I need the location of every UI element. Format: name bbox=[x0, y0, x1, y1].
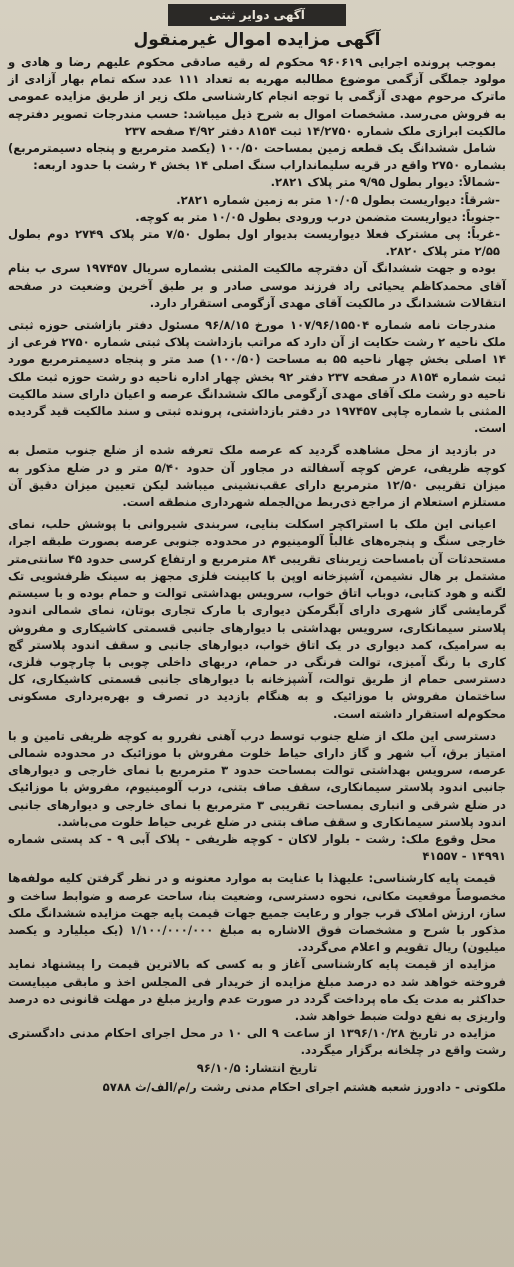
boundary-south: -جنوباً: دیواریست متضمن درب ورودی بطول ۱۰/۰۵ متر به کوچه. bbox=[135, 209, 500, 224]
boundary-north: -شمالاً: دیوار بطول ۹/۹۵ متر پلاک ۲۸۲۱. bbox=[270, 175, 500, 190]
publish-date: تاریخ انتشار: ۹۶/۱۰/۵ bbox=[196, 1060, 318, 1075]
valuation-paragraph: قیمت پایه کارشناسی: علیهذا با عنایت به موارد معنونه و در نظر گرفتن کلیه مولفه‌ها مخصوصاً موقعیت مکانی، نحوه دسترسی، وضعیت بنا، ساحت عرصه و ضوابط ساخت و ساز، ارزش املاک قرب جوار و رعایت جمیع جهات قیمت پایه جهت مزایده ششدانگ ملک مذکور با شرح و مشخصات فوق الاشاره به مبلغ ۱/۱۰۰/۰۰۰/۰۰۰ (یک میلیارد و یکصد میلیون) ریال تقویم و اعلام می‌گردد. bbox=[8, 871, 506, 955]
access-paragraph: دسترسی این ملک از ضلع جنوب توسط درب آهنی نفررو به کوچه ظریفی تامین و با امتیاز برق، آب شهر و گاز دارای حیاط خلوت مفروش با موزائیک در محدوده شمالی عرصه، سرویس بهداشتی توالت بمساحت حدود ۳ مترمربع با نمای خارجی و دیوارهای جانبی اندود پلاستر سیمانکاری، سقف صاف بتنی، درب آلومینیوم، مفروش با موزائیک در ضلع شرقی و انباری بمساحت تقریبی ۳ مترمربع با نمای خارجی و دیوارهای جانبی اندود پلاستر سیمانکاری و سقف صاف بتنی در ضلع غربی حیاط خلوت می‌باشد. bbox=[8, 728, 506, 829]
deed-paragraph: بوده و جهت ششدانگ آن دفترچه مالکیت المثنی بشماره سریال ۱۹۷۴۵۷ سری ب بنام آقای محمدکاظم یحیائی راد فرزند موسی صادر و بر طبق آخرین وضعیت در صفحه انتقالات ششدانگ در مالکیت آقای مهدی آزگومی استقرار دارد. bbox=[8, 261, 506, 310]
terms-paragraph: مزایده از قیمت پایه کارشناسی آغاز و به کسی که بالاترین قیمت را پیشنهاد نماید فروخته خواهد شد ده درصد مبلغ مزایده از خریدار فی المجلس اخذ و مابقی میبایست حداکثر به مدت یک ماه پرداخت گردد در صورت عدم واریز مبلغ در مهلت قانونی ده درصد واریزی به نفع دولت ضبط خواهد شد. bbox=[8, 957, 506, 1023]
letter-paragraph: مندرجات نامه شماره ۱۰۷/۹۶/۱۵۵۰۴ مورخ ۹۶/۸/۱۵ مسئول دفتر بازاشتی حوزه ثبتی ملک ناحیه ۲ رشت حکایت از آن دارد که مراتب بازداشت پلاک ثبتی شماره ۲۷۵۰ فرعی از ۱۴ اصلی بخش چهار ناحیه ۵۵ به مساحت (۱۰۰/۵۰) صد متر و پنجاه دسیمترمربع مورد ثبت شماره ۸۱۵۴ در صفحه ۲۳۷ دفتر ۹۲ بخش چهار اداره ناحیه دو رشت حوزه ثبت ملک ناحیه دو رشت ملک آقای مهدی آزگومی مالک ششدانگ عرصه و اعیان دارای سند مالکیت المثنی با شماره چاپی ۱۹۷۴۵۷ در دفتر بازداشتی، پرونده ثبتی و سند مالکیت قید گردیده است. bbox=[8, 318, 507, 436]
building-paragraph: اعیانی این ملک با استراکچر اسکلت بنایی، سربندی شیروانی با پوشش حلب، نمای خارجی سنگ و پنجره‌های غالباً آلومینیوم در محدوده جنوبی عرصه بصورت طبقه اجرا، مستحدثات آن بامساحت زیربنای تقریبی ۸۴ مترمربع و ارتفاع کرسی حدود ۴۵ سانتی‌متر مشتمل بر هال نشیمن، آشپزخانه اوپن با کابینت فلزی مجهز به سینک ظرفشویی تک لگنه و هود کتابی، دوباب اتاق خواب، سرویس بهداشتی توالت و حمام بوده و با سیستم گرمایشی گاز شهری دارای آبگرمکن دیواری با مارک تجاری بوتان، نمای شمالی اندود پلاستر سیمانکاری، سرویس بهداشتی با دیوارهای جانبی قسمتی کاشیکاری و مفروش به سرامیک، کمد دیواری در یک اتاق خواب، دیوارهای جانبی و سقف اندود پلاستر گچ کاری با رنگ آمیزی، توالت فرنگی در حمام، دربهای داخلی چوبی با چارچوب فلزی، دسترسی حمام از طریق توالت، آشپزخانه با دیوارهای جانبی قسمتی کاشیکاری، کل ساختمان مفروش با موزائیک و به هنگام بازدید در تصرف و بهره‌برداری مسکونی محکوم‌له استقرار داشته است. bbox=[8, 517, 507, 721]
intro-paragraph: بموجب پرونده اجرایی ۹۶۰۶۱۹ محکوم له رقیه صادقی محکوم علیهم رضا و هادی و مولود جملگی آزگمی موضوع مطالبه مهریه به تعداد ۱۱۱ عدد سکه تمام بهار آزادی از ماترک مرحوم مهدی آزگمی با توجه انجام کارشناسی ملک زیر از طریق مزایده عمومی به فروش می‌رسد. مشخصات اموال به شرح ذیل میباشد: حسب مندرجات تصویر دفترچه مالکیت ابرازی ملک شماره ۱۴/۲۷۵۰ ثبت ۸۱۵۴ دفتر ۴/۹۲ صفحه ۲۳۷ bbox=[8, 55, 506, 138]
boundary-east: -شرقاً: دیواریست بطول ۱۰/۰۵ متر به زمین شماره ۲۸۲۱. bbox=[176, 192, 500, 207]
section-banner: آگهی دوایر ثبتی bbox=[168, 4, 346, 26]
auction-date-paragraph: مزایده در تاریخ ۱۳۹۶/۱۰/۲۸ از ساعت ۹ الی ۱۰ در محل اجرای احکام مدنی دادگستری رشت واقع در چلخانه برگزار میگردد. bbox=[8, 1026, 506, 1058]
signature-line: ملکوتی - دادورز شعبه هشتم اجرای احکام مدنی رشت ر/م/الف/ث ۵۷۸۸ bbox=[102, 1079, 506, 1094]
notice-title: آگهی مزایده اموال غیرمنقول bbox=[133, 30, 381, 50]
boundary-west: -غرباً: پی مشترک فعلا دیواریست بدیوار اول بطول ۷/۵۰ متر پلاک ۲۷۴۹ دوم بطول ۲/۵۵ متر پلاک ۲۸۲۰. bbox=[8, 227, 501, 259]
parcel-paragraph: شامل ششدانگ یک قطعه زمین بمساحت ۱۰۰/۵۰ (یکصد مترمربع و پنجاه دسیمترمربع) بشماره ۲۷۵۰ واقع در قریه سلیمانداراب سنگ اصلی ۱۴ بخش ۴ رشت با حدود اربعه: bbox=[8, 141, 506, 173]
location-paragraph: محل وقوع ملک: رشت - بلوار لاکان - کوچه ظریفی - پلاک آبی ۹ - کد پستی شماره ۱۴۹۹۱ - ۴۱۵۵۷ bbox=[8, 831, 506, 864]
visit-paragraph: در بازدید از محل مشاهده گردید که عرصه ملک تعرفه شده از ضلع جنوب متصل به کوچه ظریفی، عرض کوچه آسفالته در مجاور آن حدود ۵/۴۰ متر و در ضلع مذکور به میزان تقریبی ۱۲/۵۰ مترمربع دارای عقب‌نشینی میباشد لیکن تعیین میزان دقیق آن مستلزم استعلام از مراجع ذی‌ربط من‌الجمله شهرداری منطقه است. bbox=[8, 443, 506, 510]
